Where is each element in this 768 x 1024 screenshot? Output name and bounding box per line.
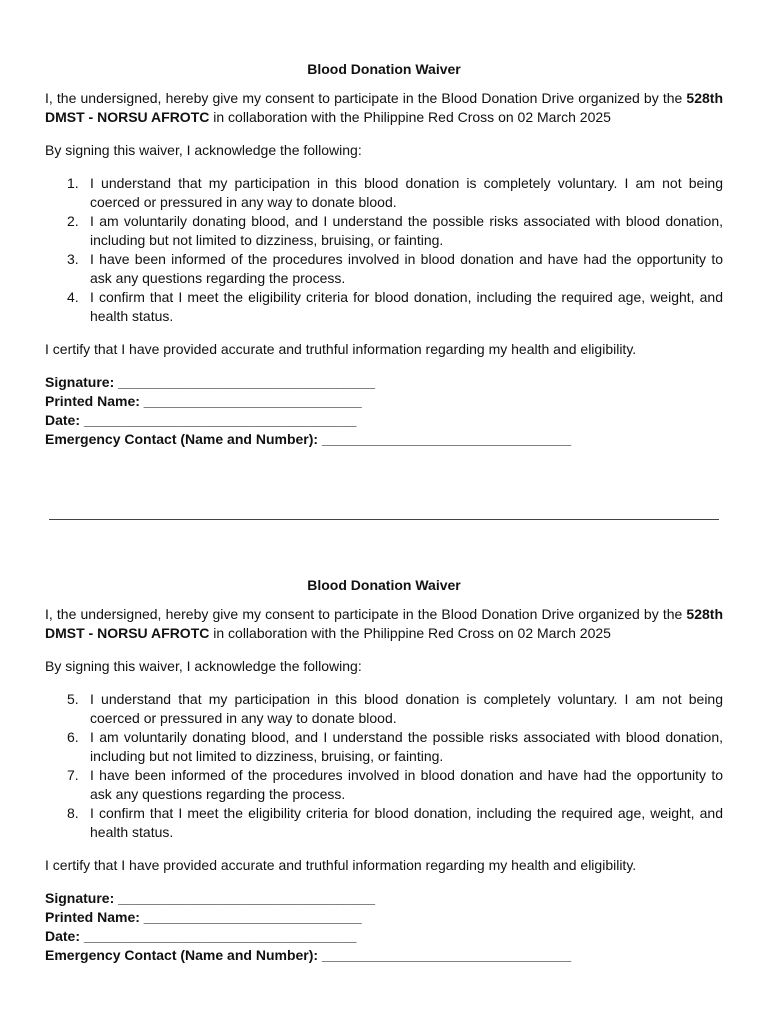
signature-field[interactable]: Signature: _________________________________ bbox=[45, 374, 376, 390]
acknowledge-statement: By signing this waiver, I acknowledge the following: bbox=[45, 658, 362, 674]
list-text: I confirm that I meet the eligibility criteria for blood donation, including the required age, weight, and health status. bbox=[90, 805, 723, 840]
printed-name-field[interactable]: Printed Name: ____________________________ bbox=[45, 393, 362, 409]
signature-block bbox=[45, 373, 723, 449]
list-number: 5. bbox=[67, 691, 79, 707]
list-text: I have been informed of the procedures involved in blood donation and have had the opportunity to ask any questions regarding the process. bbox=[90, 251, 723, 286]
consent-text-end: in collaboration with the Philippine Red Cross on 02 March 2025 bbox=[209, 625, 611, 641]
list-item bbox=[45, 804, 723, 842]
list-text: I am voluntarily donating blood, and I understand the possible risks associated with blood donation, including but not limited to dizziness, bruising, or fainting. bbox=[90, 729, 723, 764]
emergency-contact-field[interactable]: Emergency Contact (Name and Number): ________________________________ bbox=[45, 947, 572, 963]
consent-paragraph bbox=[45, 605, 723, 643]
date-field[interactable]: Date: ___________________________________ bbox=[45, 412, 357, 428]
waiver-title: Blood Donation Waiver bbox=[307, 61, 461, 77]
list-item bbox=[45, 728, 723, 766]
consent-text-end: in collaboration with the Philippine Red Cross on 02 March 2025 bbox=[209, 109, 611, 125]
organizer-name: 528th DMST - NORSU AFROTC bbox=[45, 90, 723, 125]
list-number: 6. bbox=[67, 729, 79, 745]
acknowledgement-list bbox=[45, 174, 723, 326]
cut-line-divider bbox=[49, 519, 719, 520]
certification-statement: I certify that I have provided accurate and truthful information regarding my health and eligibility. bbox=[45, 341, 637, 357]
list-number: 3. bbox=[67, 251, 79, 267]
list-item bbox=[45, 690, 723, 728]
list-item bbox=[45, 766, 723, 804]
list-item bbox=[45, 212, 723, 250]
list-number: 8. bbox=[67, 805, 79, 821]
signature-field[interactable]: Signature: _________________________________ bbox=[45, 890, 376, 906]
consent-paragraph bbox=[45, 89, 723, 127]
waiver-section-1 bbox=[45, 60, 723, 449]
list-text: I understand that my participation in this blood donation is completely voluntary. I am not being coerced or pressured in any way to donate blood. bbox=[90, 691, 723, 726]
consent-text: I, the undersigned, hereby give my consent to participate in the Blood Donation Drive organized by the bbox=[45, 90, 687, 106]
acknowledge-statement: By signing this waiver, I acknowledge the following: bbox=[45, 142, 362, 158]
waiver-section-2 bbox=[45, 576, 723, 965]
list-number: 1. bbox=[67, 175, 79, 191]
waiver-title: Blood Donation Waiver bbox=[307, 577, 461, 593]
organizer-name: 528th DMST - NORSU AFROTC bbox=[45, 606, 723, 641]
emergency-contact-field[interactable]: Emergency Contact (Name and Number): ________________________________ bbox=[45, 431, 572, 447]
list-number: 4. bbox=[67, 289, 79, 305]
list-item bbox=[45, 288, 723, 326]
printed-name-field[interactable]: Printed Name: ____________________________ bbox=[45, 909, 362, 925]
list-text: I confirm that I meet the eligibility criteria for blood donation, including the required age, weight, and health status. bbox=[90, 289, 723, 324]
acknowledgement-list bbox=[45, 690, 723, 842]
certification-statement: I certify that I have provided accurate and truthful information regarding my health and eligibility. bbox=[45, 857, 637, 873]
list-text: I have been informed of the procedures involved in blood donation and have had the opportunity to ask any questions regarding the process. bbox=[90, 767, 723, 802]
list-text: I understand that my participation in this blood donation is completely voluntary. I am not being coerced or pressured in any way to donate blood. bbox=[90, 175, 723, 210]
date-field[interactable]: Date: ___________________________________ bbox=[45, 928, 357, 944]
list-number: 2. bbox=[67, 213, 79, 229]
list-item bbox=[45, 250, 723, 288]
list-text: I am voluntarily donating blood, and I understand the possible risks associated with blood donation, including but not limited to dizziness, bruising, or fainting. bbox=[90, 213, 723, 248]
consent-text: I, the undersigned, hereby give my consent to participate in the Blood Donation Drive organized by the bbox=[45, 606, 687, 622]
list-number: 7. bbox=[67, 767, 79, 783]
list-item bbox=[45, 174, 723, 212]
signature-block bbox=[45, 889, 723, 965]
